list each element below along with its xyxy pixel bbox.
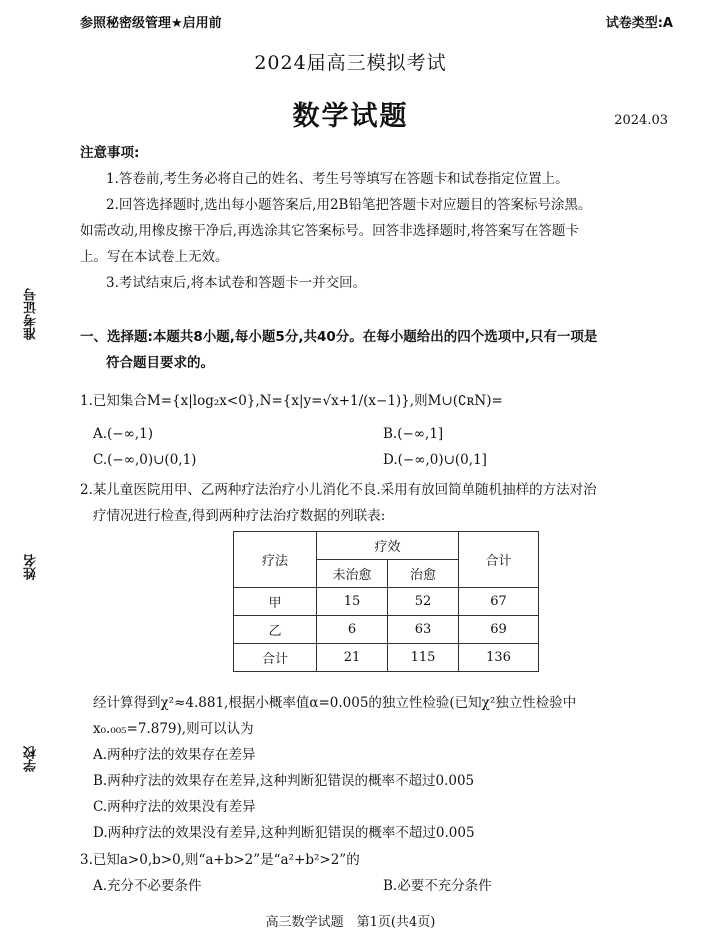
q2-option-d: D.两种疗法的效果没有差异,这种判断犯错误的概率不超过0.005 xyxy=(93,825,475,841)
table-header-uncured: 未治愈 xyxy=(317,560,388,588)
q2-stem-line2: 疗情况进行检查,得到两种疗法治疗数据的列联表: xyxy=(93,508,386,524)
exam-date: 2024.03 xyxy=(614,113,668,128)
table-cell-cured: 115 xyxy=(388,644,459,672)
notice-heading: 注意事项: xyxy=(80,145,140,161)
table-row xyxy=(234,588,539,616)
notice-item-2-line1: 2.回答选择题时,选出每小题答案后,用2B铅笔把答题卡对应题目的答案标号涂黑。 xyxy=(106,197,592,213)
exam-title: 2024届高三模拟考试 xyxy=(254,52,447,74)
q3-option-a: A.充分不必要条件 xyxy=(93,878,202,894)
page-footer: 高三数学试题 第1页(共4页) xyxy=(265,915,436,930)
q2-option-b: B.两种疗法的效果存在差异,这种判断犯错误的概率不超过0.005 xyxy=(93,773,475,789)
table-cell-cured: 63 xyxy=(388,616,459,644)
paper-type-label: 试卷类型:A xyxy=(605,16,673,31)
q3-stem: 3.已知a>0,b>0,则“a+b>2”是“a²+b²>2”的 xyxy=(80,852,360,868)
notice-item-2-line2: 如需改动,用橡皮擦干净后,再选涂其它答案标号。回答非选择题时,将答案写在答题卡 xyxy=(80,223,579,239)
q2-after-line2: x₀.₀₀₅=7.879),则可以认为 xyxy=(93,721,254,737)
table-cell-uncured: 6 xyxy=(317,616,388,644)
q2-stem-line1: 2.某儿童医院用甲、乙两种疗法治疗小儿消化不良.采用有放回简单随机抽样的方法对治 xyxy=(80,482,597,498)
table-row xyxy=(234,644,539,672)
table-row-label: 合计 xyxy=(234,644,317,672)
notice-item-2-line3: 上。写在本试卷上无效。 xyxy=(80,249,229,265)
table-cell-uncured: 15 xyxy=(317,588,388,616)
table-row xyxy=(234,616,539,644)
q2-option-a: A.两种疗法的效果存在差异 xyxy=(93,747,256,763)
notice-item-3: 3.考试结束后,将本试卷和答题卡一并交回。 xyxy=(106,275,367,291)
contingency-table xyxy=(233,531,539,672)
side-label-school: 学校 xyxy=(24,746,39,772)
table-cell-cured: 52 xyxy=(388,588,459,616)
q1-option-b: B.(−∞,1] xyxy=(383,426,444,442)
table-cell-uncured: 21 xyxy=(317,644,388,672)
q2-after-line1: 经计算得到χ²≈4.881,根据小概率值α=0.005的独立性检验(已知χ²独立性检验中 xyxy=(93,695,577,711)
section1-heading-line1: 一、选择题:本题共8小题,每小题5分,共40分。在每小题给出的四个选项中,只有一项是 xyxy=(80,329,598,345)
table-header-total: 合计 xyxy=(459,532,539,588)
table-cell-total: 69 xyxy=(459,616,539,644)
notice-item-1: 1.答卷前,考生务必将自己的姓名、考生号等填写在答题卡和试卷指定位置上。 xyxy=(106,171,569,187)
confidentiality-label: 参照秘密级管理★启用前 xyxy=(80,16,222,31)
q1-option-c: C.(−∞,0)∪(0,1) xyxy=(93,452,197,468)
q2-option-c: C.两种疗法的效果没有差异 xyxy=(93,799,256,815)
table-header-cured: 治愈 xyxy=(388,560,459,588)
subject-title: 数学试题 xyxy=(292,101,409,132)
q3-option-b: B.必要不充分条件 xyxy=(383,878,492,894)
table-cell-total: 136 xyxy=(459,644,539,672)
table-row-label: 甲 xyxy=(234,588,317,616)
table-header-method: 疗法 xyxy=(234,532,317,588)
q1-option-d: D.(−∞,0)∪(0,1] xyxy=(383,452,487,468)
table-header-effect: 疗效 xyxy=(317,532,459,560)
side-label-name: 姓名 xyxy=(24,554,39,580)
section1-heading-line2: 符合题目要求的。 xyxy=(106,355,214,371)
side-label-exam-number: 准考证号 xyxy=(24,288,39,340)
table-row-label: 乙 xyxy=(234,616,317,644)
q1-stem: 1.已知集合M={x|log₂x<0},N={x|y=√x+1/(x−1)},则M∪(∁ʀN)= xyxy=(80,393,503,409)
table-cell-total: 67 xyxy=(459,588,539,616)
q1-option-a: A.(−∞,1) xyxy=(93,426,154,442)
